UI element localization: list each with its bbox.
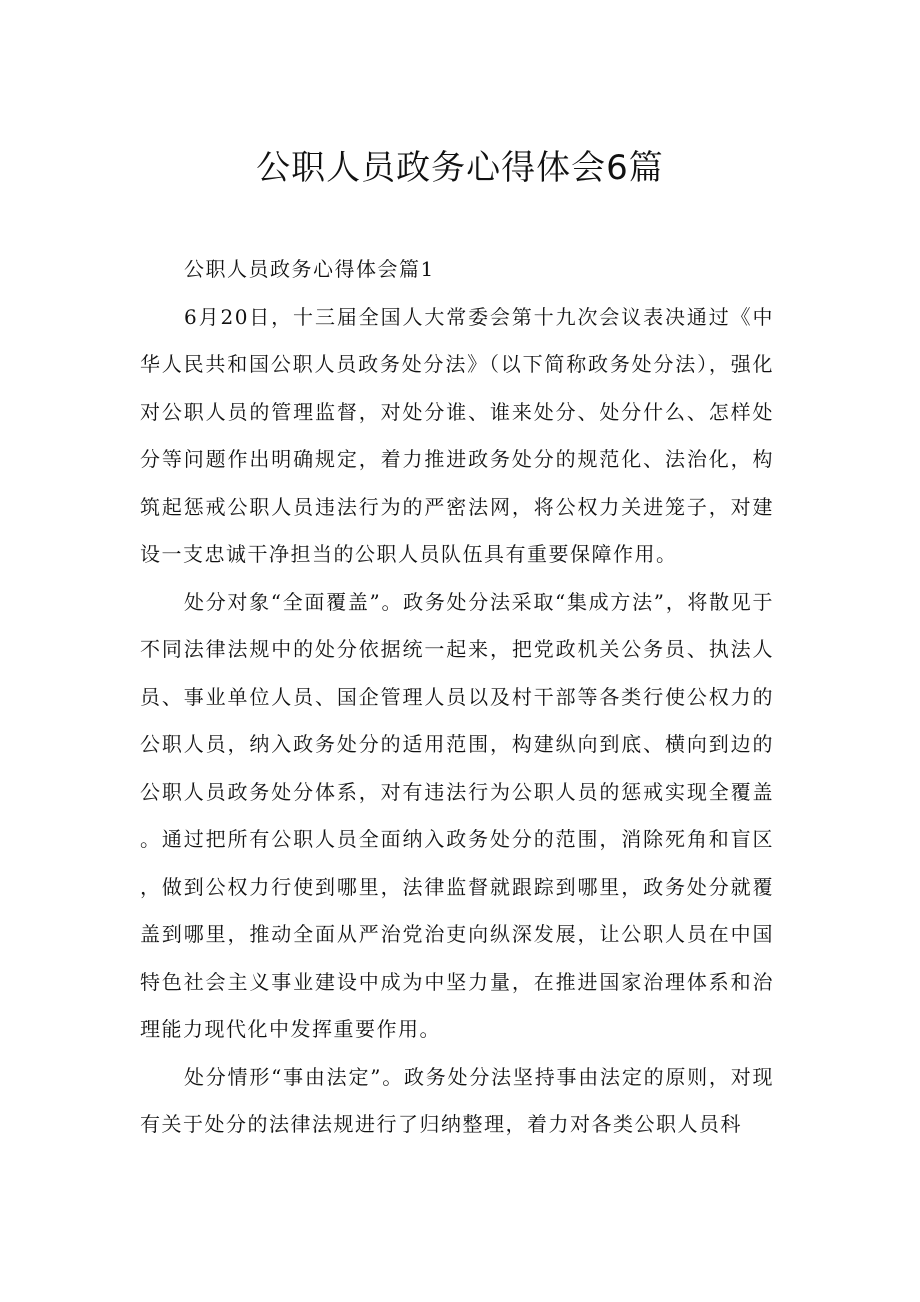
- document-body: [140, 246, 774, 1149]
- paragraph-1: 6月20日，十三届全国人大常委会第十九次会议表决通过《中华人民共和国公职人员政务处分法》（以下简称政务处分法），强化对公职人员的管理监督，对处分谁、谁来处分、处分什么、怎样处分等问题作出明确规定，着力推进政务处分的规范化、法治化，构筑起惩戒公职人员违法行为的严密法网，将公权力关进笼子，对建设一支忠诚干净担当的公职人员队伍具有重要保障作用。: [140, 304, 774, 566]
- paragraph-2: 处分对象“全面覆盖”。政务处分法采取“集成方法”，将散见于不同法律法规中的处分依据统一起来，把党政机关公务员、执法人员、事业单位人员、国企管理人员以及村干部等各类行使公权力的公职人员，纳入政务处分的适用范围，构建纵向到底、横向到边的公职人员政务处分体系，对有违法行为公职人员的惩戒实现全覆盖。通过把所有公职人员全面纳入政务处分的范围，消除死角和盲区，做到公权力行使到哪里，法律监督就跟踪到哪里，政务处分就覆盖到哪里，推动全面从严治党治吏向纵深发展，让公职人员在中国特色社会主义事业建设中成为中坚力量，在推进国家治理体系和治理能力现代化中发挥重要作用。: [140, 589, 774, 1041]
- section-heading: 公职人员政务心得体会篇1: [184, 257, 435, 281]
- document-title: 公职人员政务心得体会6篇: [256, 148, 664, 188]
- paragraph-3: 处分情形“事由法定”。政务处分法坚持事由法定的原则，对现有关于处分的法律法规进行了归纳整理，着力对各类公职人员科: [140, 1064, 774, 1136]
